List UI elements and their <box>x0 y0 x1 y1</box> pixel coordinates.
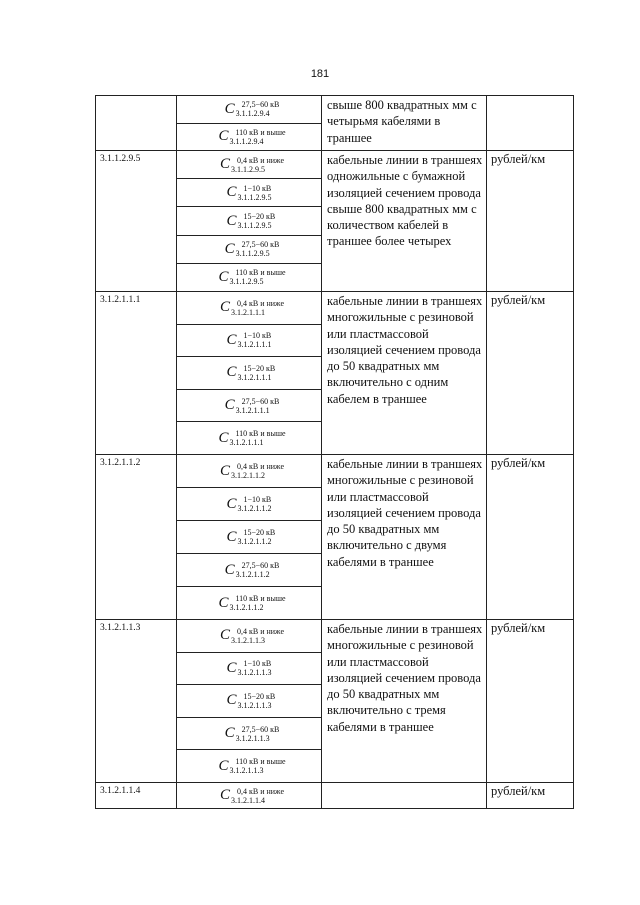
page-number: 181 <box>310 68 330 80</box>
rate-symbol <box>177 357 321 390</box>
rate-symbol <box>177 587 321 619</box>
rate-formula <box>226 659 271 677</box>
rate-letter: C <box>226 528 237 545</box>
rate-letter: C <box>218 594 229 611</box>
rate-scripts <box>235 240 280 259</box>
symbol-cell <box>177 455 322 620</box>
table-row <box>96 455 574 620</box>
rate-letter: C <box>219 156 230 173</box>
index-subscript: 3.1.2.1.1.1 <box>237 340 272 350</box>
symbol-stack <box>177 151 321 291</box>
rate-symbol <box>177 124 321 151</box>
row-code: 3.1.2.1.1.4 <box>96 783 177 809</box>
rate-scripts <box>237 212 276 230</box>
row-description: кабельные линии в траншеях многожильные с резиновой или пластмассовой изоляцией сечением провода до 50 квадратных мм включительно с двумя кабелями в траншее <box>322 455 487 620</box>
row-unit: рублей/км <box>487 151 574 292</box>
rate-symbol <box>177 325 321 358</box>
rate-symbol <box>177 653 321 686</box>
row-description: кабельные линии в траншеях многожильные с резиновой или пластмассовой изоляцией сечением провода до 50 квадратных мм включительно с одним кабелем в траншее <box>322 292 487 455</box>
table-row <box>96 620 574 783</box>
voltage-superscript: 1−10 кВ <box>243 331 272 341</box>
rate-formula <box>219 786 285 805</box>
rate-scripts <box>235 396 280 415</box>
rate-letter: C <box>224 240 235 257</box>
rate-formula <box>218 757 286 776</box>
index-subscript: 3.1.2.1.1.1 <box>230 307 265 317</box>
rate-scripts <box>229 757 286 776</box>
rate-symbol <box>177 207 321 235</box>
rate-scripts <box>230 155 285 174</box>
index-subscript: 3.1.1.2.9.5 <box>230 164 265 174</box>
rate-letter: C <box>226 495 237 512</box>
symbol-cell <box>177 783 322 809</box>
index-subscript: 3.1.2.1.1.1 <box>235 405 270 415</box>
rate-formula <box>226 528 276 546</box>
index-subscript: 3.1.2.1.1.3 <box>235 733 270 743</box>
rate-symbol <box>177 783 321 808</box>
rate-symbol <box>177 151 321 179</box>
rate-scripts <box>229 268 286 287</box>
index-subscript: 3.1.1.2.9.5 <box>237 221 272 230</box>
rate-letter: C <box>226 212 237 229</box>
symbol-stack <box>177 620 321 782</box>
rate-scripts <box>230 462 285 480</box>
rate-scripts <box>235 724 280 743</box>
rate-symbol <box>177 264 321 291</box>
rate-formula <box>218 429 286 448</box>
rate-scripts <box>238 331 272 349</box>
voltage-superscript: 15−20 кВ <box>243 528 276 537</box>
index-subscript: 3.1.2.1.1.3 <box>237 668 272 678</box>
symbol-stack <box>177 455 321 619</box>
rate-letter: C <box>218 128 229 145</box>
rate-scripts <box>238 184 272 202</box>
rate-symbol <box>177 488 321 521</box>
symbol-cell <box>177 96 322 151</box>
row-code <box>96 96 177 151</box>
rate-formula <box>219 298 285 317</box>
rate-formula <box>219 155 285 174</box>
index-subscript: 3.1.2.1.1.3 <box>230 635 265 645</box>
voltage-superscript: 27,5−60 кВ <box>241 724 280 734</box>
rate-symbol <box>177 390 321 423</box>
rate-scripts <box>237 528 276 546</box>
row-description: кабельные линии в траншеях многожильные с резиновой или пластмассовой изоляцией сечением провода до 50 квадратных мм включительно с тремя кабелями в траншее <box>322 620 487 783</box>
rate-scripts <box>229 594 286 612</box>
voltage-superscript: 110 кВ и выше <box>235 268 286 278</box>
rate-symbol <box>177 292 321 325</box>
index-subscript: 3.1.1.2.9.4 <box>235 109 270 119</box>
rate-formula <box>218 127 286 146</box>
rate-letter: C <box>218 268 229 285</box>
voltage-superscript: 15−20 кВ <box>243 212 276 221</box>
rate-formula <box>219 626 285 645</box>
voltage-superscript: 1−10 кВ <box>243 495 272 504</box>
index-subscript: 3.1.2.1.1.1 <box>229 438 264 448</box>
voltage-superscript: 0,4 кВ и ниже <box>236 786 285 796</box>
rate-letter: C <box>219 299 230 316</box>
voltage-superscript: 110 кВ и выше <box>235 429 286 439</box>
index-subscript: 3.1.2.1.1.2 <box>237 504 272 513</box>
voltage-superscript: 27,5−60 кВ <box>241 396 280 406</box>
row-code: 3.1.2.1.1.2 <box>96 455 177 620</box>
rate-symbol <box>177 750 321 782</box>
symbol-stack <box>177 292 321 454</box>
index-subscript: 3.1.1.2.9.5 <box>237 192 272 202</box>
rate-scripts <box>237 363 276 382</box>
voltage-superscript: 110 кВ и выше <box>235 757 286 767</box>
voltage-superscript: 0,4 кВ и ниже <box>236 298 285 308</box>
table-row <box>96 783 574 809</box>
voltage-superscript: 0,4 кВ и ниже <box>236 155 285 165</box>
voltage-superscript: 0,4 кВ и ниже <box>236 626 285 636</box>
rate-letter: C <box>226 692 237 709</box>
rate-letter: C <box>226 364 237 381</box>
row-description: кабельные линии в траншеях одножильные с бумажной изоляцией сечением провода свыше 800 квадратных мм с количеством кабелей в траншее более четырех <box>322 151 487 292</box>
rate-letter: C <box>218 757 229 774</box>
row-unit: рублей/км <box>487 620 574 783</box>
index-subscript: 3.1.2.1.1.1 <box>237 372 272 382</box>
index-subscript: 3.1.2.1.1.3 <box>229 766 264 776</box>
row-description: свыше 800 квадратных мм с четырьмя кабелями в траншее <box>322 96 487 151</box>
rate-letter: C <box>224 100 235 117</box>
voltage-superscript: 27,5−60 кВ <box>241 100 280 110</box>
rate-formula <box>226 184 271 202</box>
rate-scripts <box>235 100 280 119</box>
rate-formula <box>226 495 271 513</box>
index-subscript: 3.1.2.1.1.2 <box>237 537 272 546</box>
row-code: 3.1.2.1.1.1 <box>96 292 177 455</box>
row-description <box>322 783 487 809</box>
rate-letter: C <box>219 627 230 644</box>
voltage-superscript: 1−10 кВ <box>243 659 272 669</box>
index-subscript: 3.1.2.1.1.4 <box>230 795 265 805</box>
rate-formula <box>226 331 271 349</box>
rate-symbol <box>177 96 321 124</box>
rate-letter: C <box>226 184 237 201</box>
table-row <box>96 151 574 292</box>
row-code: 3.1.2.1.1.3 <box>96 620 177 783</box>
row-unit: рублей/км <box>487 783 574 809</box>
row-unit: рублей/км <box>487 455 574 620</box>
rate-formula <box>226 363 276 382</box>
rate-formula <box>224 396 280 415</box>
rate-symbol <box>177 554 321 587</box>
voltage-superscript: 110 кВ и выше <box>235 594 286 603</box>
voltage-superscript: 110 кВ и выше <box>235 127 286 137</box>
rate-scripts <box>230 626 285 645</box>
rate-symbol <box>177 455 321 488</box>
rate-scripts <box>229 127 286 146</box>
rate-letter: C <box>226 659 237 676</box>
rate-scripts <box>235 561 280 579</box>
tariff-table <box>95 95 574 809</box>
rate-symbol <box>177 521 321 554</box>
voltage-superscript: 27,5−60 кВ <box>241 561 280 570</box>
index-subscript: 3.1.2.1.1.2 <box>229 603 264 612</box>
rate-letter: C <box>224 561 235 578</box>
symbol-stack <box>177 96 321 150</box>
rate-letter: C <box>219 462 230 479</box>
rate-formula <box>218 268 286 287</box>
rate-scripts <box>238 495 272 513</box>
rate-scripts <box>230 786 285 805</box>
voltage-superscript: 15−20 кВ <box>243 363 276 373</box>
index-subscript: 3.1.2.1.1.2 <box>230 471 265 480</box>
index-subscript: 3.1.1.2.9.5 <box>229 277 264 287</box>
voltage-superscript: 27,5−60 кВ <box>241 240 280 250</box>
voltage-superscript: 15−20 кВ <box>243 691 276 701</box>
rate-formula <box>219 462 285 480</box>
row-unit <box>487 96 574 151</box>
rate-symbol <box>177 718 321 751</box>
rate-formula <box>224 100 280 119</box>
rate-formula <box>218 594 286 612</box>
rate-symbol <box>177 422 321 454</box>
index-subscript: 3.1.1.2.9.4 <box>229 136 264 146</box>
rate-symbol <box>177 179 321 207</box>
symbol-cell <box>177 151 322 292</box>
rate-formula <box>226 212 276 230</box>
rate-letter: C <box>218 429 229 446</box>
rate-formula <box>224 561 280 579</box>
symbol-stack <box>177 783 321 808</box>
rate-formula <box>226 691 276 710</box>
voltage-superscript: 0,4 кВ и ниже <box>236 462 285 471</box>
index-subscript: 3.1.1.2.9.5 <box>235 249 270 259</box>
table-row <box>96 96 574 151</box>
rate-scripts <box>229 429 286 448</box>
row-code: 3.1.1.2.9.5 <box>96 151 177 292</box>
index-subscript: 3.1.2.1.1.2 <box>235 570 270 579</box>
rate-symbol <box>177 620 321 653</box>
voltage-superscript: 1−10 кВ <box>243 183 272 193</box>
rate-symbol <box>177 685 321 718</box>
rate-scripts <box>238 659 272 677</box>
rate-symbol <box>177 236 321 264</box>
rate-letter: C <box>224 397 235 414</box>
rate-scripts <box>230 298 285 317</box>
rate-formula <box>224 724 280 743</box>
rate-scripts <box>237 691 276 710</box>
symbol-cell <box>177 620 322 783</box>
row-unit: рублей/км <box>487 292 574 455</box>
index-subscript: 3.1.2.1.1.3 <box>237 700 272 710</box>
rate-letter: C <box>226 331 237 348</box>
rate-formula <box>224 240 280 259</box>
table-row <box>96 292 574 455</box>
rate-letter: C <box>219 787 230 803</box>
symbol-cell <box>177 292 322 455</box>
rate-letter: C <box>224 725 235 742</box>
